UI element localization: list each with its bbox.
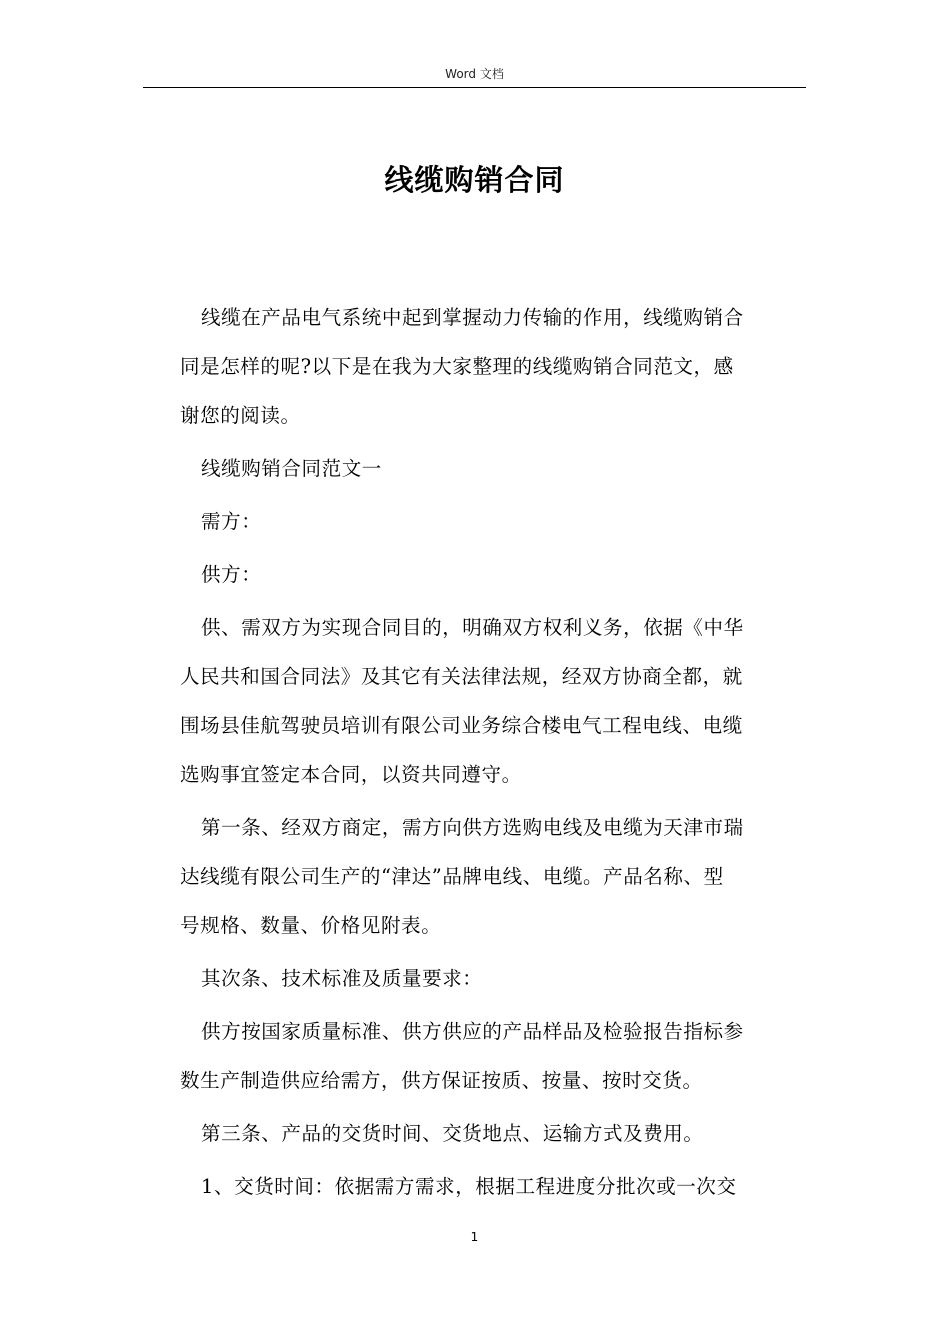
document-title: 线缆购销合同: [384, 163, 565, 197]
paragraph: [180, 497, 806, 546]
text-line: 线缆在产品电气系统中起到掌握动力传输的作用，线缆购销合: [201, 306, 744, 329]
text-line: 需方：: [201, 510, 262, 533]
text-line: 第三条、产品的交货时间、交货地点、运输方式及费用。: [201, 1122, 704, 1145]
paragraph: [180, 444, 806, 493]
paragraph: [180, 954, 806, 1003]
text-line: 线缆购销合同范文一: [201, 457, 382, 480]
text-line: 谢您的阅读。: [180, 404, 301, 427]
text-line: 号规格、数量、价格见附表。: [180, 914, 442, 937]
paragraph: [180, 1162, 806, 1211]
paragraph: [180, 603, 806, 799]
text-line: 选购事宜签定本合同，以资共同遵守。: [180, 763, 522, 786]
page-header: Word 文档: [445, 67, 504, 81]
document-body: [180, 293, 806, 1215]
text-line: 其次条、技术标准及质量要求：: [201, 967, 483, 990]
text-line: 同是怎样的呢?以下是在我为大家整理的线缆购销合同范文，感: [180, 355, 734, 378]
text-line: 第一条、经双方商定，需方向供方选购电线及电缆为天津市瑞: [201, 816, 744, 839]
text-line: 供方按国家质量标准、供方供应的产品样品及检验报告指标参: [201, 1020, 744, 1043]
header-divider: [143, 87, 806, 88]
paragraph: [180, 550, 806, 599]
page-number: 1: [470, 1230, 479, 1244]
paragraph: [180, 1007, 806, 1105]
text-line: 人民共和国合同法》及其它有关法律法规，经双方协商全都，就: [180, 665, 743, 688]
text-line: 数生产制造供应给需方，供方保证按质、按量、按时交货。: [180, 1069, 703, 1092]
text-line: 供、需双方为实现合同目的，明确双方权利义务，依据《中华: [201, 616, 744, 639]
text-line: 供方：: [201, 563, 262, 586]
paragraph: [180, 1109, 806, 1158]
paragraph: [180, 803, 806, 950]
text-line: 围场县佳航驾驶员培训有限公司业务综合楼电气工程电线、电缆: [180, 714, 743, 737]
paragraph: [180, 293, 806, 440]
text-line: 达线缆有限公司生产的“津达”品牌电线、电缆。产品名称、型: [180, 865, 724, 888]
text-line: 1、交货时间：依据需方需求，根据工程进度分批次或一次交: [201, 1175, 737, 1198]
